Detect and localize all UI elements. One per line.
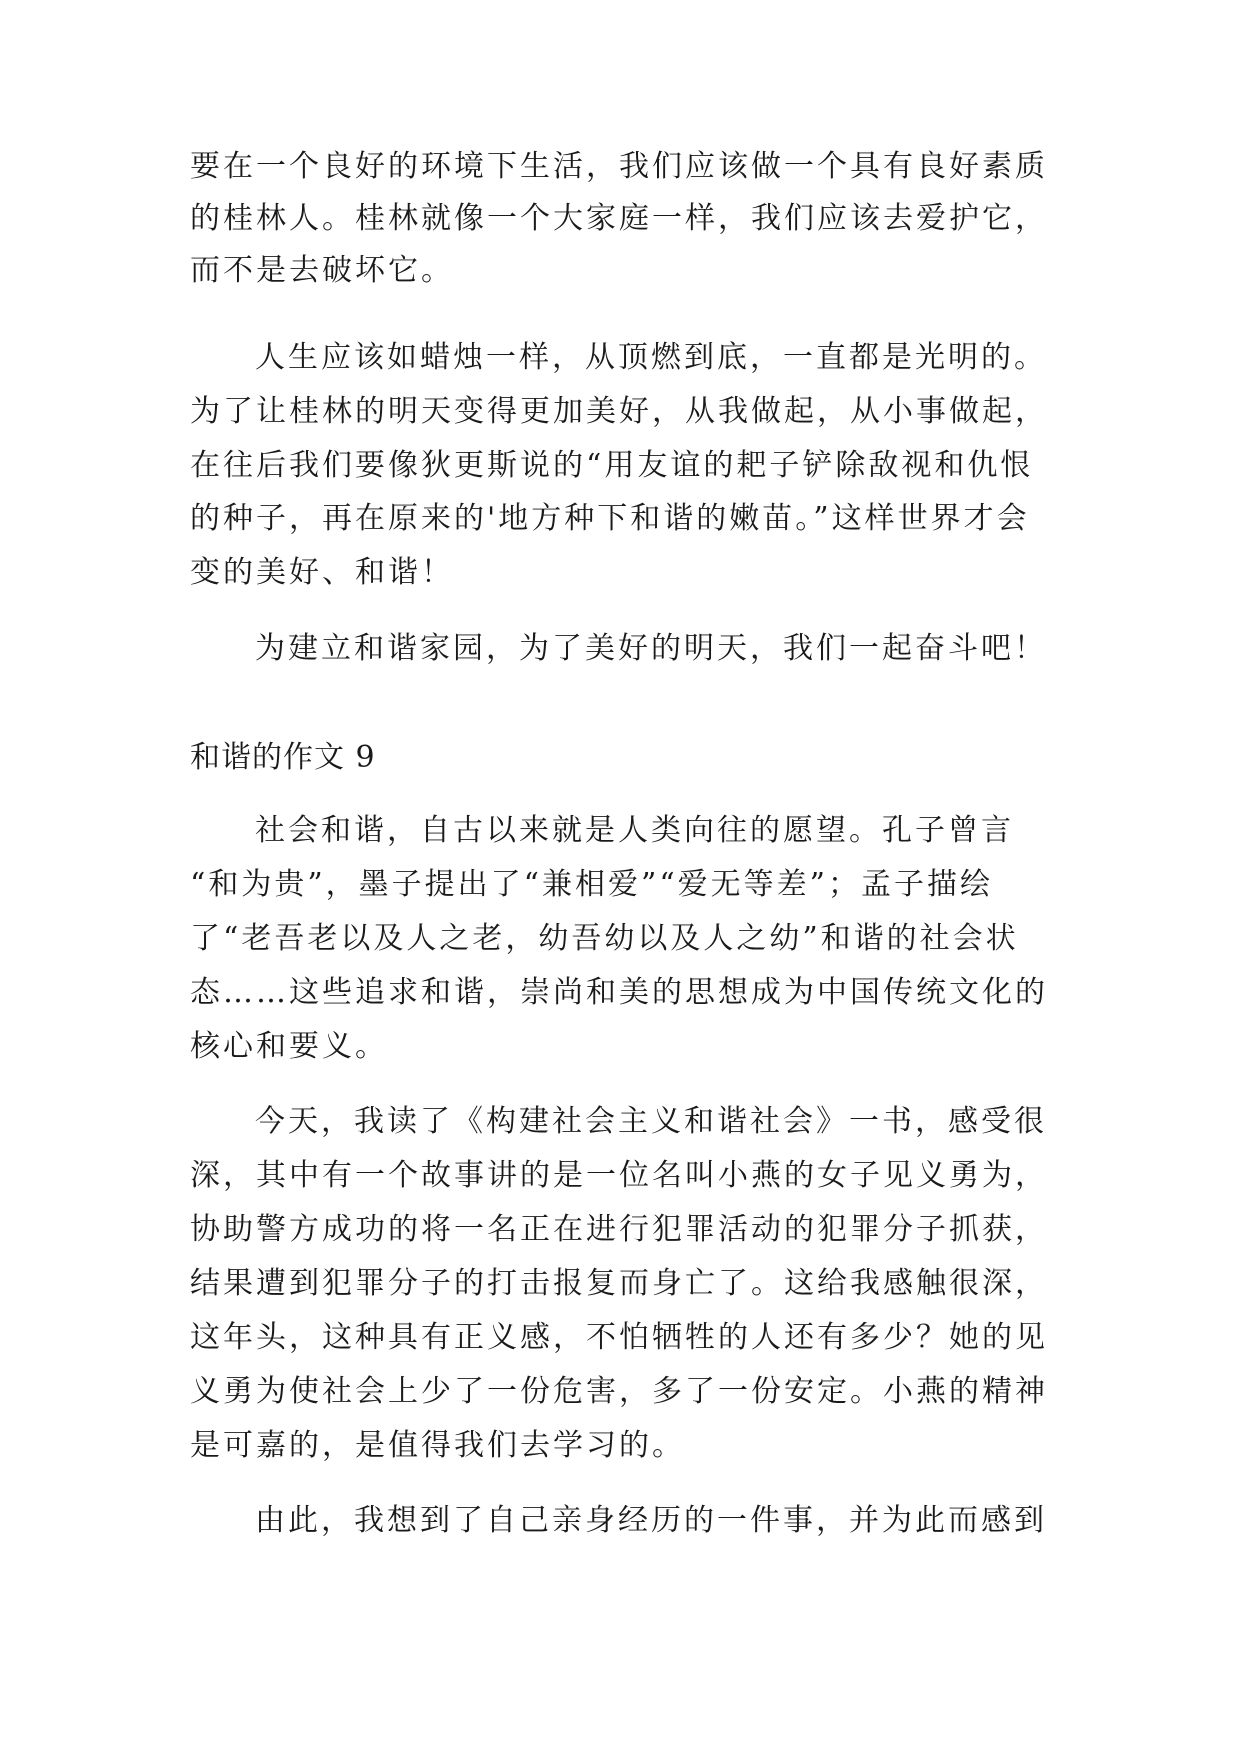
paragraph-start-line: 为建立和谐家园，为了美好的明天，我们一起奋斗吧！ <box>255 631 1047 666</box>
text-line: 的种子，再在原来的'地方种下和谐的嫩苗。”这样世界才会 <box>190 501 1030 536</box>
text-line: 要在一个良好的环境下生活，我们应该做一个具有良好素质 <box>190 149 1048 184</box>
text-line: 在往后我们要像狄更斯说的“用友谊的耙子铲除敌视和仇恨 <box>190 448 1034 483</box>
text-line: 是可嘉的，是值得我们去学习的。 <box>190 1428 685 1463</box>
text-line: 变的美好、和谐！ <box>190 555 454 590</box>
text-line: 这年头，这种具有正义感，不怕牺牲的人还有多少？她的见 <box>190 1320 1048 1355</box>
text-line: 而不是去破坏它。 <box>190 253 454 288</box>
paragraph-start-line: 由此，我想到了自己亲身经历的一件事，并为此而感到 <box>255 1503 1047 1538</box>
text-line: 为了让桂林的明天变得更加美好，从我做起，从小事做起， <box>190 394 1048 429</box>
text-line: 协助警方成功的将一名正在进行犯罪活动的犯罪分子抓获， <box>190 1212 1048 1247</box>
text-line: 态……这些追求和谐，崇尚和美的思想成为中国传统文化的 <box>190 975 1048 1010</box>
section-title: 和谐的作文 9 <box>190 740 376 775</box>
text-line: 了“老吾老以及人之老，幼吾幼以及人之幼”和谐的社会状 <box>190 921 1019 956</box>
paragraph-start-line: 人生应该如蜡烛一样，从顶燃到底，一直都是光明的。 <box>255 340 1047 375</box>
text-line: 义勇为使社会上少了一份危害，多了一份安定。小燕的精神 <box>190 1374 1048 1409</box>
text-line: 深，其中有一个故事讲的是一位名叫小燕的女子见义勇为， <box>190 1158 1048 1193</box>
text-line: 的桂林人。桂林就像一个大家庭一样，我们应该去爱护它， <box>190 201 1048 236</box>
text-line: 核心和要义。 <box>190 1029 388 1064</box>
paragraph-start-line: 今天，我读了《构建社会主义和谐社会》一书，感受很 <box>255 1104 1047 1139</box>
text-line: 结果遭到犯罪分子的打击报复而身亡了。这给我感触很深， <box>190 1266 1048 1301</box>
paragraph-start-line: 社会和谐，自古以来就是人类向往的愿望。孔子曾言 <box>255 813 1014 848</box>
text-line: “和为贵”，墨子提出了“兼相爱”“爱无等差”；孟子描绘 <box>190 867 994 902</box>
